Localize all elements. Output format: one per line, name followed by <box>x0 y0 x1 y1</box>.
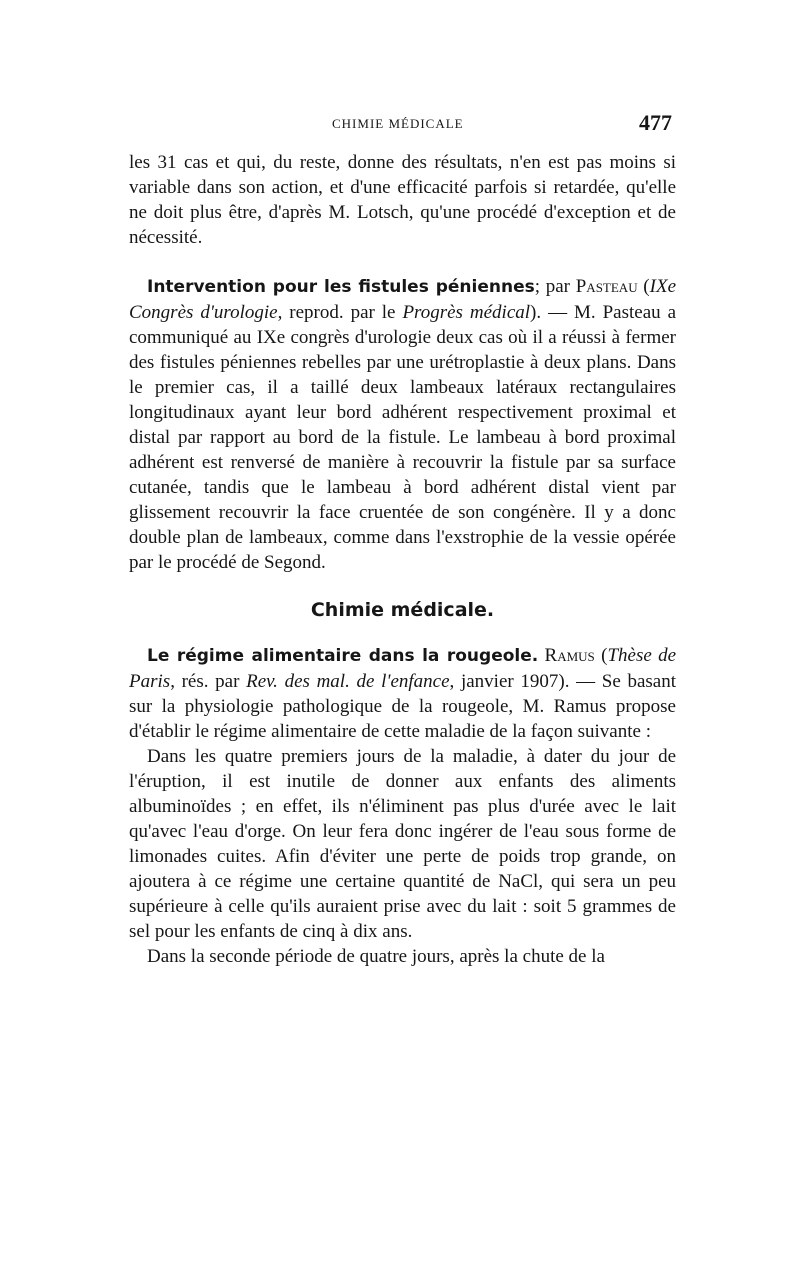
article-title: Intervention pour les fistules péniennes <box>147 277 535 297</box>
source-close: ). — <box>530 302 575 323</box>
article-author: Ramus <box>544 645 595 666</box>
article-author: Pasteau <box>575 276 638 297</box>
source-open: ( <box>637 276 650 297</box>
source-close: , janvier 1907). — <box>449 671 602 692</box>
running-title: CHIMIE MÉDICALE <box>332 116 464 131</box>
page-header <box>129 110 676 150</box>
continuation-paragraph: les 31 cas et qui, du reste, donne des résultats, n'en est pas moins si variable dans son action, et d'une efficacité parfois si retardée, qu'elle ne doit plus être, d'après M. Lotsch, qu'une procédé d'exception et de nécessité. <box>129 152 676 248</box>
source-title: IXe Congrès d'urologie <box>129 276 677 323</box>
source-journal: Progrès médical <box>402 302 531 323</box>
article-body: Se basant sur la physiologie pathologique de la rougeole, M. Ramus propose d'établir le régime alimentaire de cette maladie de la façon suivante : <box>129 671 676 742</box>
source-mid: , rés. par <box>170 671 247 692</box>
article-title: Le régime alimentaire dans la rougeole. <box>147 646 539 666</box>
book-page <box>129 110 676 969</box>
article-fistules <box>129 274 676 575</box>
body-paragraph: Dans la seconde période de quatre jours, après la chute de la <box>147 946 605 967</box>
article-body: M. Pasteau a communiqué au IXe congrès d'urologie deux cas où il a réussi à fermer des fistules péniennes rebelles par une urétroplastie à deux plans. Dans le premier cas, il a taillé deux lambeaux latéraux rectangulaires longitudinaux ayant leur bord adhérent respectivement proximal et distal par rapport au bord de la fistule. Le lambeau à bord proximal adhérent est renversé de manière à recouvrir la fistule par sa surface cutanée, tandis que le lambeau à bord adhérent distal vient par glissement recouvrir la face cruentée de son congénère. Il y a donc double plan de lambeaux, comme dans l'exstrophie de la vessie opérée par le procédé de Segond. <box>129 302 677 573</box>
source-open: ( <box>594 645 608 666</box>
article-rougeole <box>129 643 676 744</box>
source-mid: , reprod. par le <box>277 302 403 323</box>
page-number: 477 <box>639 110 672 135</box>
section-heading: Chimie médicale. <box>310 599 495 621</box>
separator: ; par <box>534 276 576 297</box>
source-title: Thèse de Paris <box>129 645 677 692</box>
body-paragraph: Dans les quatre premiers jours de la maladie, à dater du jour de l'éruption, il est inutile de donner aux enfants des aliments albuminoïdes ; en effet, ils n'éliminent pas plus d'urée avec le lait qu'avec l'eau d'orge. On leur fera donc ingérer de l'eau sous forme de limonades cuites. Afin d'éviter une perte de poids trop grande, on ajoutera à ce régime une certaine quantité de NaCl, qui sera un peu supérieure à celle qu'ils auraient prise avec du lait : soit 5 grammes de sel pour les enfants de cinq à dix ans. <box>129 746 676 942</box>
source-journal: Rev. des mal. de l'enfance <box>246 671 450 692</box>
